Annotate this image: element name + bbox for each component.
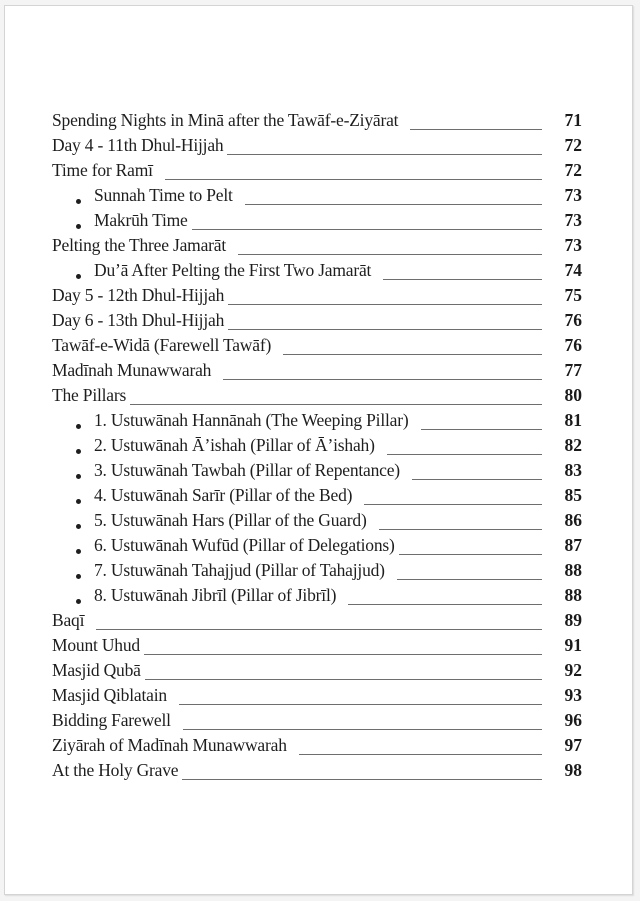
toc-entry[interactable]: [52, 284, 582, 309]
leader-line: [223, 379, 542, 380]
leader-line: [130, 404, 542, 405]
toc-entry[interactable]: [52, 634, 582, 659]
leader-line: [182, 779, 542, 780]
toc-entry-title: Madīnah Munawwarah: [52, 360, 212, 380]
leader-line: [165, 179, 542, 180]
toc-entry-page-number: 82: [564, 435, 582, 455]
leader-line: [228, 329, 542, 330]
toc-entry-page-number: 76: [564, 310, 582, 330]
toc-entry[interactable]: [52, 684, 582, 709]
toc-entry-page-number: 80: [564, 385, 582, 405]
toc-entry-page-number: 73: [564, 210, 582, 230]
bullet-icon: [76, 274, 81, 279]
bullet-icon: [76, 499, 81, 504]
toc-entry-page-number: 97: [564, 735, 582, 755]
toc-entry[interactable]: [52, 434, 582, 459]
leader-line: [397, 579, 542, 580]
toc-entry-title: Baqī: [52, 610, 85, 630]
toc-entry[interactable]: [52, 659, 582, 684]
toc-entry[interactable]: [52, 409, 582, 434]
leader-line: [412, 479, 542, 480]
toc-entry-title: Sunnah Time to Pelt: [94, 185, 233, 205]
toc-entry-title: Ziyārah of Madīnah Munawwarah: [52, 735, 287, 755]
leader-line: [192, 229, 542, 230]
toc-entry[interactable]: [52, 384, 582, 409]
leader-line: [145, 679, 542, 680]
toc-entry[interactable]: [52, 184, 582, 209]
toc-entry-title: 2. Ustuwānah Ā’ishah (Pillar of Ā’ishah): [94, 435, 375, 455]
leader-line: [238, 254, 542, 255]
toc-entry[interactable]: [52, 334, 582, 359]
toc-entry[interactable]: [52, 259, 582, 284]
leader-line: [387, 454, 542, 455]
toc-entry-title: Spending Nights in Minā after the Tawāf-e-Ziyārat: [52, 110, 399, 130]
toc-entry[interactable]: [52, 559, 582, 584]
toc-entry-page-number: 91: [564, 635, 582, 655]
toc-entry-title: Time for Ramī: [52, 160, 153, 180]
toc-entry-page-number: 73: [564, 235, 582, 255]
toc-entry[interactable]: [52, 234, 582, 259]
toc-entry-page-number: 83: [564, 460, 582, 480]
toc-entry-title: Du’ā After Pelting the First Two Jamarāt: [94, 260, 372, 280]
toc-entry[interactable]: [52, 609, 582, 634]
bullet-icon: [76, 524, 81, 529]
toc-entry-title: Day 4 - 11th Dhul-Hijjah: [52, 135, 224, 155]
toc-entry-title: Tawāf-e-Widā (Farewell Tawāf): [52, 335, 272, 355]
leader-line: [399, 554, 542, 555]
toc-entry[interactable]: [52, 159, 582, 184]
toc-entry-title: Day 5 - 12th Dhul-Hijjah: [52, 285, 225, 305]
leader-line: [283, 354, 542, 355]
toc-entry-page-number: 85: [564, 485, 582, 505]
toc-entry-page-number: 73: [564, 185, 582, 205]
bullet-icon: [76, 449, 81, 454]
toc-entry-page-number: 72: [564, 135, 582, 155]
toc-entry[interactable]: [52, 309, 582, 334]
leader-line: [421, 429, 543, 430]
bullet-icon: [76, 599, 81, 604]
toc-entry-page-number: 93: [564, 685, 582, 705]
toc-entry-page-number: 88: [564, 585, 582, 605]
toc-entry[interactable]: [52, 759, 582, 784]
toc-entry[interactable]: [52, 709, 582, 734]
toc-entry-title: 7. Ustuwānah Tahajjud (Pillar of Tahajjud): [94, 560, 385, 580]
leader-line: [227, 154, 542, 155]
toc-entry-title: 3. Ustuwānah Tawbah (Pillar of Repentance): [94, 460, 400, 480]
toc-entry-page-number: 96: [564, 710, 582, 730]
toc-entry-title: Makrūh Time: [94, 210, 188, 230]
toc-entry[interactable]: [52, 209, 582, 234]
toc-entry-page-number: 98: [564, 760, 582, 780]
leader-line: [299, 754, 542, 755]
leader-line: [379, 529, 542, 530]
toc-entry[interactable]: [52, 359, 582, 384]
toc-entry-page-number: 75: [564, 285, 582, 305]
bullet-icon: [76, 474, 81, 479]
toc-entry-page-number: 74: [564, 260, 582, 280]
toc-entry-title: 4. Ustuwānah Sarīr (Pillar of the Bed): [94, 485, 353, 505]
toc-entry-title: Bidding Farewell: [52, 710, 171, 730]
toc-entry-page-number: 72: [564, 160, 582, 180]
toc-entry-page-number: 77: [564, 360, 582, 380]
leader-line: [179, 704, 542, 705]
leader-line: [183, 729, 542, 730]
bullet-icon: [76, 199, 81, 204]
toc-entry[interactable]: [52, 134, 582, 159]
toc-entry-page-number: 76: [564, 335, 582, 355]
document-page: [4, 5, 633, 895]
table-of-contents: [52, 109, 582, 784]
leader-line: [348, 604, 542, 605]
toc-entry-page-number: 81: [564, 410, 582, 430]
toc-entry[interactable]: [52, 109, 582, 134]
toc-entry-page-number: 87: [564, 535, 582, 555]
toc-entry[interactable]: [52, 484, 582, 509]
bullet-icon: [76, 549, 81, 554]
toc-entry-title: Masjid Qubā: [52, 660, 141, 680]
toc-entry[interactable]: [52, 584, 582, 609]
toc-entry-title: 6. Ustuwānah Wufūd (Pillar of Delegations): [94, 535, 395, 555]
toc-entry-title: 1. Ustuwānah Hannānah (The Weeping Pillar): [94, 410, 409, 430]
toc-entry-title: At the Holy Grave: [52, 760, 179, 780]
bullet-icon: [76, 224, 81, 229]
toc-entry[interactable]: [52, 534, 582, 559]
leader-line: [96, 629, 542, 630]
leader-line: [364, 504, 542, 505]
bullet-icon: [76, 574, 81, 579]
toc-entry[interactable]: [52, 734, 582, 759]
bullet-icon: [76, 424, 81, 429]
toc-entry-title: The Pillars: [52, 385, 127, 405]
toc-entry-page-number: 92: [564, 660, 582, 680]
leader-line: [144, 654, 542, 655]
toc-entry-page-number: 88: [564, 560, 582, 580]
toc-entry-title: Masjid Qiblatain: [52, 685, 167, 705]
toc-entry-title: 8. Ustuwānah Jibrīl (Pillar of Jibrīl): [94, 585, 337, 605]
toc-entry-page-number: 86: [564, 510, 582, 530]
toc-entry-title: Day 6 - 13th Dhul-Hijjah: [52, 310, 225, 330]
leader-line: [410, 129, 542, 130]
toc-entry-title: 5. Ustuwānah Hars (Pillar of the Guard): [94, 510, 367, 530]
toc-entry[interactable]: [52, 509, 582, 534]
toc-entry-title: Mount Uhud: [52, 635, 140, 655]
leader-line: [228, 304, 542, 305]
toc-entry-title: Pelting the Three Jamarāt: [52, 235, 226, 255]
toc-entry-page-number: 71: [564, 110, 582, 130]
toc-entry-page-number: 89: [564, 610, 582, 630]
leader-line: [245, 204, 542, 205]
leader-line: [383, 279, 542, 280]
toc-entry[interactable]: [52, 459, 582, 484]
